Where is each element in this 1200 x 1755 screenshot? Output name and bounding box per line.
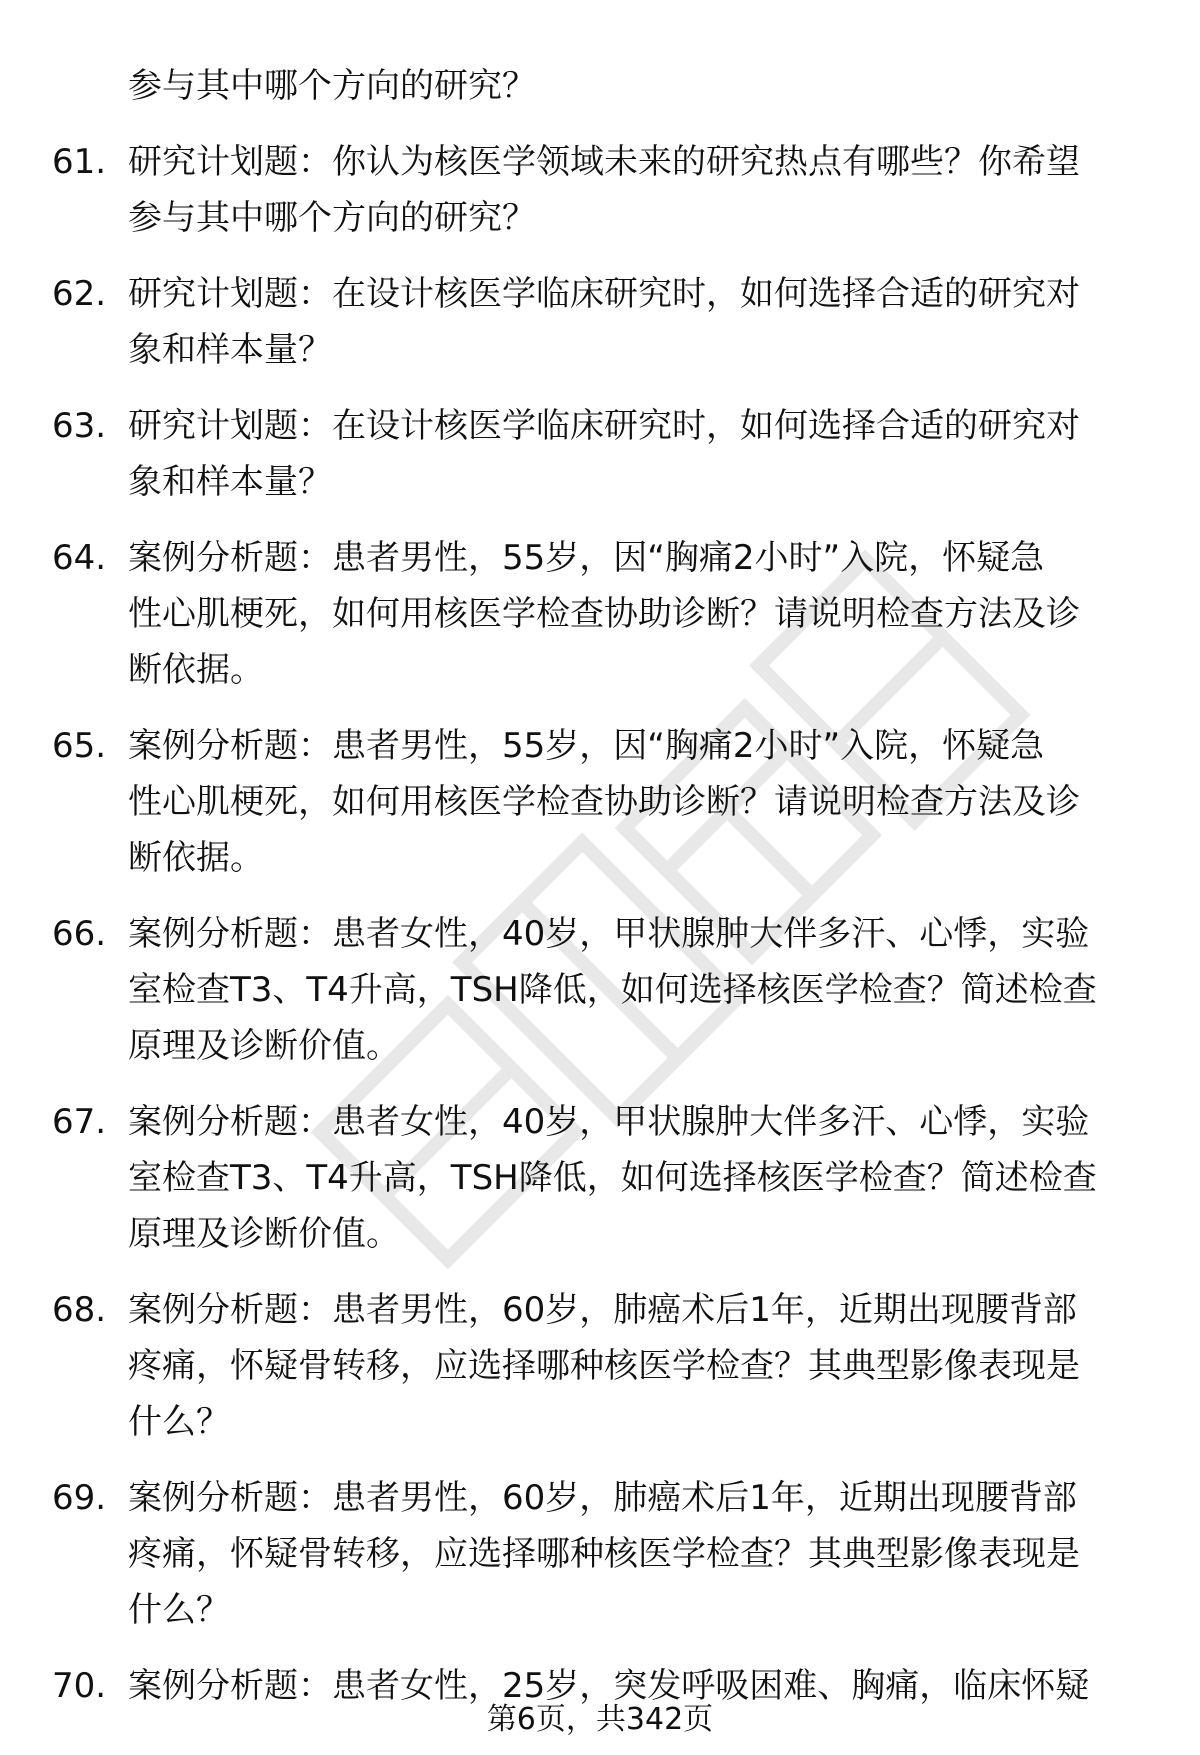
question-number: 63. (52, 406, 107, 446)
question-text: 研究计划题：在设计核医学临床研究时，如何选择合适的研究对 象和样本量？ (128, 406, 1080, 502)
question-number: 66. (52, 914, 107, 954)
page-footer: 第6页，共342页 (486, 1702, 714, 1737)
question-list (52, 58, 1152, 1734)
question-text: 案例分析题：患者男性，55岁，因“胸痛2小时”入院，怀疑急 性心肌梗死，如何用核医学检查协助诊断？请说明检查方法及诊 断依据。 (128, 538, 1080, 690)
question-item (52, 906, 1152, 1074)
question-text: 案例分析题：患者女性，25岁，突发呼吸困难、胸痛，临床怀疑 (128, 1666, 1090, 1706)
continuation-line: 参与其中哪个方向的研究？ (128, 66, 536, 106)
question-number: 62. (52, 274, 107, 314)
question-text: 研究计划题：在设计核医学临床研究时，如何选择合适的研究对 象和样本量？ (128, 274, 1080, 370)
question-number: 70. (52, 1666, 107, 1706)
question-item (52, 1094, 1152, 1262)
question-text: 案例分析题：患者女性，40岁，甲状腺肿大伴多汗、心悸，实验 室检查T3、T4升高，TSH降低，如何选择核医学检查？简述检查 原理及诊断价值。 (128, 1102, 1097, 1254)
question-text: 案例分析题：患者男性，60岁，肺癌术后1年，近期出现腰背部 疼痛，怀疑骨转移，应选择哪种核医学检查？其典型影像表现是 什么？ (128, 1290, 1080, 1442)
question-text: 案例分析题：患者男性，60岁，肺癌术后1年，近期出现腰背部 疼痛，怀疑骨转移，应选择哪种核医学检查？其典型影像表现是 什么？ (128, 1478, 1080, 1630)
question-text: 研究计划题：你认为核医学领域未来的研究热点有哪些？你希望 参与其中哪个方向的研究？ (128, 142, 1080, 238)
question-number: 64. (52, 538, 107, 578)
question-number: 68. (52, 1290, 107, 1330)
question-item (52, 718, 1152, 886)
question-item (52, 398, 1152, 510)
question-item (52, 266, 1152, 378)
question-number: 61. (52, 142, 107, 182)
question-text: 案例分析题：患者男性，55岁，因“胸痛2小时”入院，怀疑急 性心肌梗死，如何用核医学检查协助诊断？请说明检查方法及诊 断依据。 (128, 726, 1080, 878)
question-text: 案例分析题：患者女性，40岁，甲状腺肿大伴多汗、心悸，实验 室检查T3、T4升高，TSH降低，如何选择核医学检查？简述检查 原理及诊断价值。 (128, 914, 1097, 1066)
question-number: 67. (52, 1102, 107, 1142)
question-item (52, 530, 1152, 698)
question-item (52, 1470, 1152, 1638)
question-item (52, 1282, 1152, 1450)
question-number: 69. (52, 1478, 107, 1518)
question-item (52, 134, 1152, 246)
question-number: 65. (52, 726, 107, 766)
